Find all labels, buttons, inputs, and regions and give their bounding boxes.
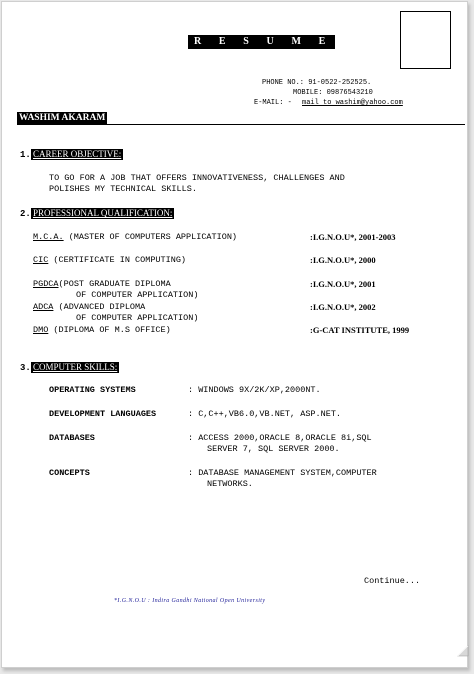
phone-number: PHONE NO.: 91-0522-252525. bbox=[262, 79, 372, 87]
section-number-skills: 3. bbox=[20, 363, 31, 373]
section-heading-qualification: PROFESSIONAL QUALIFICATION: bbox=[33, 208, 173, 218]
qualification-abbr: ADCA bbox=[33, 302, 54, 312]
qualification-item bbox=[33, 279, 171, 290]
qualification-institute: :I.G.N.O.U*, 2000 bbox=[310, 255, 376, 265]
qualification-institute: :I.G.N.O.U*, 2002 bbox=[310, 302, 376, 312]
qualification-desc: (CERTIFICATE IN COMPUTING) bbox=[48, 255, 187, 265]
photo-placeholder bbox=[400, 11, 451, 69]
career-objective-line: POLISHES MY TECHNICAL SKILLS. bbox=[49, 184, 197, 194]
section-number-career: 1. bbox=[20, 150, 31, 160]
qualification-desc-continued: OF COMPUTER APPLICATION) bbox=[76, 313, 199, 323]
skill-label: CONCEPTS bbox=[49, 468, 90, 478]
mobile-number: MOBILE: 09876543210 bbox=[293, 89, 373, 97]
skill-value: : WINDOWS 9X/2K/XP,2000NT. bbox=[188, 385, 321, 395]
qualification-desc: (MASTER OF COMPUTERS APPLICATION) bbox=[63, 232, 238, 242]
continue-text: Continue... bbox=[364, 576, 421, 586]
qualification-item bbox=[33, 232, 237, 243]
email-link[interactable]: mail to washim@yahoo.com bbox=[302, 99, 403, 107]
candidate-name: WASHIM AKARAM bbox=[19, 113, 106, 123]
skill-value: : ACCESS 2000,ORACLE 8,ORACLE 8i,SQL bbox=[188, 433, 372, 443]
section-number-qualification: 2. bbox=[20, 209, 31, 219]
resume-title: R E S U M E bbox=[188, 35, 335, 49]
resume-page bbox=[1, 1, 468, 668]
skill-label: OPERATING SYSTEMS bbox=[49, 385, 136, 395]
name-bar bbox=[17, 112, 465, 125]
skill-value: : C,C++,VB6.0,VB.NET, ASP.NET. bbox=[188, 409, 342, 419]
skill-value-continued: NETWORKS. bbox=[207, 479, 253, 489]
qualification-institute: :I.G.N.O.U*, 2001 bbox=[310, 279, 376, 289]
ignou-footnote: *I.G.N.O.U : Indira Gandhi National Open University bbox=[114, 598, 266, 604]
skill-label: DEVELOPMENT LANGUAGES bbox=[49, 409, 157, 419]
qualification-abbr: DMO bbox=[33, 325, 49, 335]
qualification-desc: (DIPLOMA OF M.S OFFICE) bbox=[48, 325, 171, 335]
skill-label: DATABASES bbox=[49, 433, 95, 443]
qualification-item bbox=[33, 255, 186, 266]
section-heading-skills: COMPUTER SKILLS: bbox=[33, 362, 118, 372]
skill-value: : DATABASE MANAGEMENT SYSTEM,COMPUTER bbox=[188, 468, 377, 478]
email-label: E-MAIL: - bbox=[254, 99, 292, 107]
qualification-desc: (ADVANCED DIPLOMA bbox=[53, 302, 146, 312]
qualification-abbr: PGDCA bbox=[33, 279, 59, 289]
career-objective-line: TO GO FOR A JOB THAT OFFERS INNOVATIVENESS, CHALLENGES AND bbox=[49, 173, 345, 183]
qualification-abbr: M.C.A. bbox=[33, 232, 64, 242]
qualification-desc: (POST GRADUATE DIPLOMA bbox=[58, 279, 171, 289]
page-curl-icon bbox=[456, 644, 470, 658]
qualification-institute: :I.G.N.O.U*, 2001-2003 bbox=[310, 232, 396, 242]
section-heading-career: CAREER OBJECTIVE: bbox=[33, 149, 122, 159]
qualification-item bbox=[33, 302, 145, 313]
qualification-abbr: CIC bbox=[33, 255, 49, 265]
qualification-desc-continued: OF COMPUTER APPLICATION) bbox=[76, 290, 199, 300]
qualification-institute: :G-CAT INSTITUTE, 1999 bbox=[310, 325, 410, 335]
qualification-item bbox=[33, 325, 171, 336]
skill-value-continued: SERVER 7, SQL SERVER 2000. bbox=[207, 444, 340, 454]
